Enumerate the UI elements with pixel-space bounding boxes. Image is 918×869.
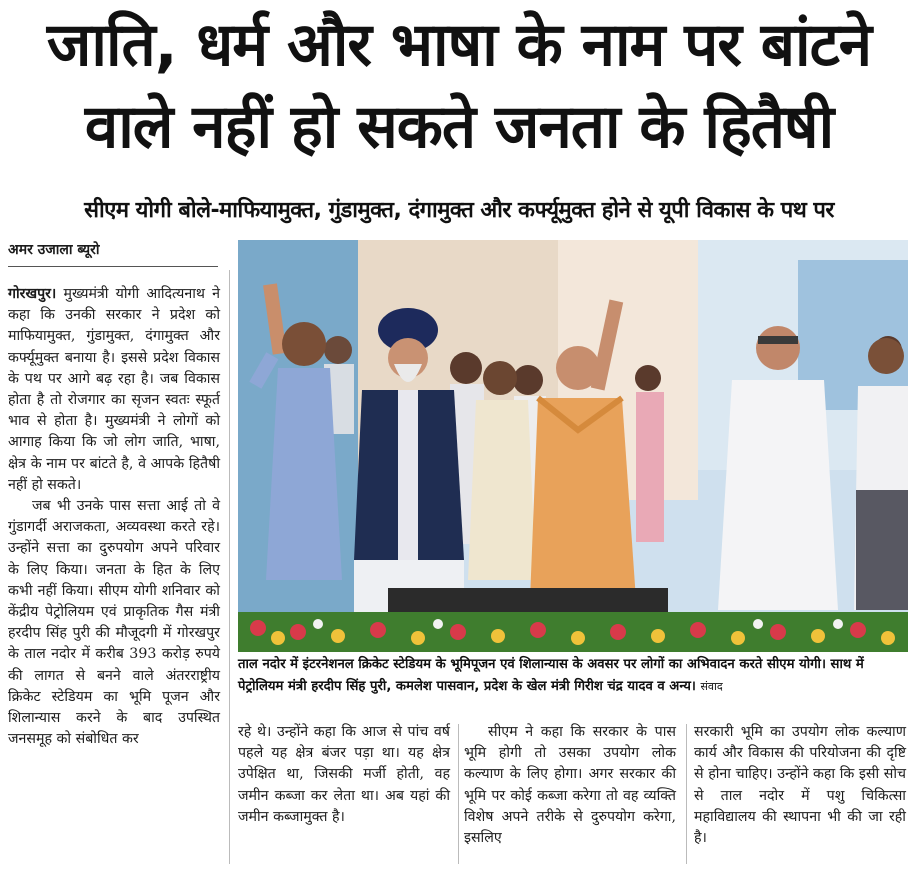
headline-line-2: वाले नहीं हो सकते जनता के हितैषी [84,92,834,162]
article-column-4 [694,722,906,849]
column-divider [458,724,459,864]
column-divider [229,270,230,864]
article-paragraph-1 [8,284,220,496]
column-3-text: सीएम ने कहा कि सरकार के पास भूमि होगी तो उसका उपयोग लोक कल्याण के लिए होगा। अगर सरकार की भूमि पर कोई कब्जा करेगा तो वह व्यक्ति विशेष अपने तरीके से दुरुपयोग करेगा, इसलिए [464,724,676,847]
article-column-2 [238,722,450,828]
article-column-3 [464,722,676,849]
photo-caption [238,654,908,698]
dateline: गोरखपुर। [8,286,57,302]
byline: अमर उजाला ब्यूरो [8,240,218,267]
paragraph-1-text: मुख्यमंत्री योगी आदित्यनाथ ने कहा कि उनकी सरकार ने प्रदेश को माफियामुक्त, गुंडामुक्त, दंगामुक्त और कर्फ्यूमुक्त बनाया है। इससे प्रदेश विकास के पथ पर आगे बढ़ रहा है। जब विकास होता है तो रोजगार का सृजन स्वतः स्फूर्त भाव से होता है। मुख्यमंत्री ने लोगों को आगाह किया कि जो लोग जाति, भाषा, क्षेत्र के नाम पर बांटते है, वे आपके हितैषी नहीं हो सकते। [8,286,221,493]
subheadline: सीएम योगी बोले-माफियामुक्त, गुंडामुक्त, दंगामुक्त और कर्फ्यूमुक्त होने से यूपी विकास के पथ पर [84,198,834,223]
news-photo [238,240,908,652]
column-2-text: रहे थे। उन्होंने कहा कि आज से पांच वर्ष पहले यह क्षेत्र बंजर पड़ा था। यह क्षेत्र उपेक्षित था, जिसकी मर्जी होती, वह जमीन कब्जा कर लेता था। अब यहां की जमीन कब्जामुक्त है। [238,724,450,825]
article-column-1-top [8,284,220,750]
news-photo-illustration [238,240,908,652]
headline [8,4,910,168]
column-4-text: सरकारी भूमि का उपयोग लोक कल्याण कार्य और विकास की परियोजना की दृष्टि से होना चाहिए। उन्होंने कहा कि इसी सोच से ताल नदोर में पशु चिकित्सा महाविद्यालय की स्थापना भी की जा रही है। [694,724,906,847]
photo-credit: संवाद [700,680,723,693]
article-paragraph-2: जब भी उनके पास सत्ता आई तो वे गुंडागर्दी अराजकता, अव्यवस्था करते रहे। उन्होंने सत्ता का दुरुपयोग अपने परिवार के लिए किया। जनता के हित के लिए कभी नहीं किया। सीएम योगी शनिवार को केंद्रीय पेट्रोलियम एवं प्राकृतिक गैस मंत्री हरदीप सिंह पुरी की मौजूदगी में गोरखपुर के ताल नदोर में करीब 393 करोड़ रुपये की लागत से बनने वाले अंतरराष्ट्रीय क्रिकेट स्टेडियम का भूमि पूजन और शिलान्यास करने के बाद उपस्थित जनसमूह को संबोधित कर [8,498,220,748]
column-divider [686,724,687,864]
photo-caption-text: ताल नदोर में इंटरनेशनल क्रिकेट स्टेडियम के भूमिपूजन एवं शिलान्यास के अवसर पर लोगों का अभिवादन करते सीएम योगी। साथ में पेट्रोलियम मंत्री हरदीप सिंह पुरी, कमलेश पासवान, प्रदेश के खेल मंत्री गिरीश चंद्र यादव व अन्य। [238,657,864,694]
headline-line-1: जाति, धर्म और भाषा के नाम पर बांटने [46,10,872,80]
